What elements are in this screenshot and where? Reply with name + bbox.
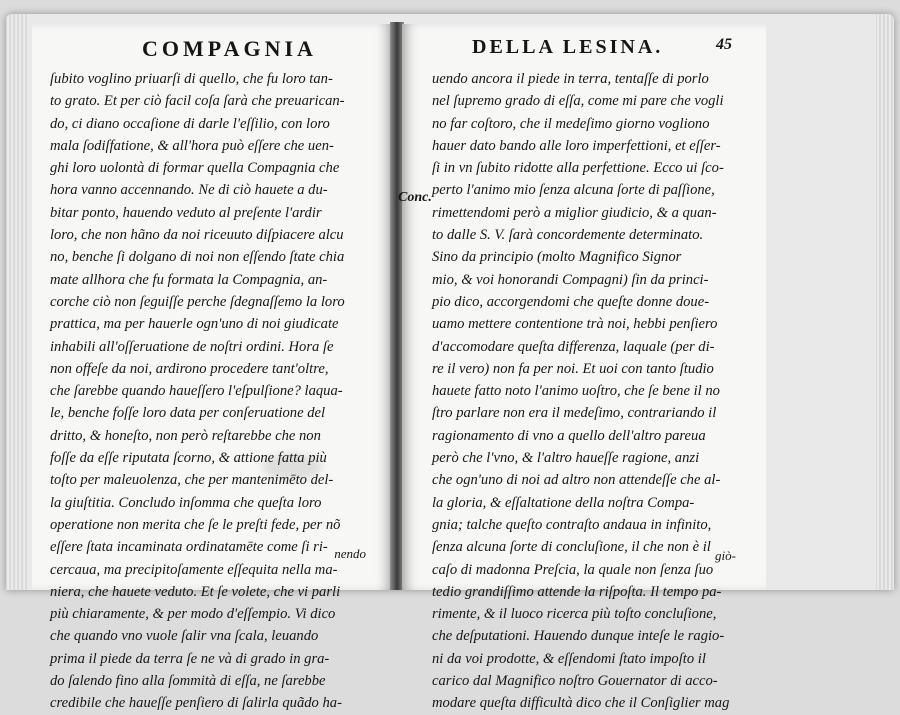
text-line: no, benche ſi dolgano di noi non eſſendo ſtate chia <box>50 249 345 266</box>
text-line: che ogn'uno di noi ad altro non attendeſſe che al- <box>432 472 721 489</box>
text-line: perto l'animo mio ſenza alcuna ſorte di paſſione, <box>432 182 715 199</box>
text-line: le, benche foſſe loro data per conſeruatione del <box>50 405 326 422</box>
text-line: rimente, & il luoco ricerca più toſto concluſione, <box>432 606 717 623</box>
text-line: corche ciò non ſeguiſſe perche ſdegnaſſemo la loro <box>50 293 345 310</box>
text-line: che deſputationi. Hauendo dunque inteſe le ragio- <box>432 628 725 645</box>
left-page-header: COMPAGNIA <box>142 36 317 61</box>
text-line: prima il piede da terra ſe ne và di grado in gra- <box>50 650 330 667</box>
text-line: la gloria, & eſſaltatione della noſtra Compa- <box>432 494 695 511</box>
text-line: carico dal Magnifico noſtro Gouernator di acco- <box>432 673 718 690</box>
text-line: no far coſtoro, che il medeſimo giorno vogliono <box>432 115 710 132</box>
text-line: d'accomodare queſta differenza, laquale (per di- <box>432 338 715 355</box>
text-line: rimettendomi però a miglior giudicio, & a quan- <box>432 204 717 221</box>
text-line: foſſe da eſſe riputata ſcorno, & attione fatta più <box>50 450 327 467</box>
text-line: hora vanno accennando. Ne di ciò hauete a du- <box>50 182 328 199</box>
text-line: to grato. Et per ciò facil coſa ſarà che preuarican- <box>50 93 345 110</box>
text-line: mala ſodiſfatione, & all'hora può eſſere che uen- <box>50 137 334 154</box>
text-line: uendo ancora il piede in terra, tentaſſe di porlo <box>432 71 709 87</box>
text-line: ni da voi prodotte, & eſſendomi ſtato impoſto il <box>432 650 706 667</box>
text-line: re il vero) non fa per noi. Et uoi con tanto ſtudio <box>432 360 714 377</box>
text-line: niera, che hauete veduto. Et ſe volete, che vi parli <box>50 583 341 600</box>
text-line: nel ſupremo grado di eſſa, come mi pare che vogli <box>432 93 724 110</box>
text-line: to dalle S. V. ſarà concordemente determinato. <box>432 227 704 244</box>
text-line: credibile che haueſſe penſiero di ſalirla quãdo ha- <box>50 695 342 712</box>
text-line: do, ci diano occaſione di darle l'eſſilio, con loro <box>50 115 330 132</box>
left-page-text <box>32 68 392 715</box>
text-line: prattica, ma per hauerle ogn'uno di noi giudicate <box>50 316 339 333</box>
text-line: cercaua, ma precipitoſamente eſſequita nella ma- <box>50 561 338 578</box>
text-line: mate allhora che fu formata la Compagnia, an- <box>50 271 328 288</box>
text-line: dritto, & honeſto, non però reſtarebbe che non <box>50 427 321 444</box>
text-line: gnia; talche queſto contraſto andaua in infinito, <box>432 516 712 533</box>
page-number: 45 <box>716 36 732 53</box>
text-line: loro, che non hãno da noi riceuuto diſpiacere alcu <box>50 227 344 244</box>
text-line: ſubito voglino priuarſi di quello, che fu loro tan- <box>50 71 333 87</box>
text-line: bitar ponto, hauendo veduto al preſente l'ardir <box>50 204 322 221</box>
left-page <box>32 24 392 712</box>
text-line: più chiaramente, & per modo d'eſſempio. Vi dico <box>50 606 336 623</box>
text-line: caſo di madonna Preſcia, la quale non ſenza ſuo <box>432 561 714 578</box>
text-line: eſſere ſtata incaminata ordinatamēte come ſi ri- <box>50 539 328 556</box>
right-page <box>398 24 766 712</box>
right-page-header: DELLA LESINA. <box>472 36 664 58</box>
text-line: hauer dato bando alle loro imperfettioni, et eſſer- <box>432 137 721 154</box>
left-catchword: nendo <box>334 546 366 561</box>
page-edges-right <box>876 14 894 590</box>
text-line: modare queſta difficultà dico che il Conſiglier mag <box>432 695 730 712</box>
text-line: pio dico, accorgendomi che queſte donne doue- <box>432 293 710 310</box>
text-line: ſi in vn ſubito ridotte alla perfettione. Ecco ui ſco- <box>432 160 724 177</box>
text-line: ſenza alcuna ſorte di concluſione, il che non è il <box>432 539 711 556</box>
right-catchword: giò- <box>715 548 736 563</box>
text-line: però che l'vno, & l'altro haueſſe ragione, anzi <box>432 450 700 467</box>
page-edges-left <box>6 14 28 590</box>
text-line: Sino da principio (molto Magnifico Signor <box>432 249 682 266</box>
text-line: mio, & voi honorandi Compagni) ſin da princi- <box>432 271 709 288</box>
margin-note: Conc. <box>398 190 432 205</box>
text-line: uamo mettere contentione trà noi, hebbi penſiero <box>432 316 718 333</box>
text-line: la giuſtitia. Concludo inſomma che queſta loro <box>50 494 322 511</box>
text-line: toſto per maleuolenza, che per mantenimēto del- <box>50 472 334 489</box>
text-line: ſtro parlare non era il medeſimo, contrariando il <box>432 405 717 422</box>
text-line: non offeſe da noi, ardirono procedere tant'oltre, <box>50 360 329 377</box>
text-line: operatione non merita che ſe le preſti fede, per nõ <box>50 516 341 533</box>
text-line: tedio grandiſſimo attende la riſpoſta. Il tempo pa- <box>432 583 722 600</box>
book <box>6 14 894 712</box>
text-line: che ſarebbe quando haueſſero l'eſpulſione? laqua- <box>50 383 343 400</box>
text-line: inhabili all'oſſeruatione de noſtri ordini. Hora ſe <box>50 338 334 355</box>
text-line: do ſalendo fino alla ſommità di eſſa, ne ſarebbe <box>50 673 326 690</box>
right-page-text <box>402 68 766 715</box>
text-line: ghi loro uolontà di formar quella Compagnia che <box>50 160 340 177</box>
text-line: hauete fatto noto l'animo uoſtro, che ſe bene il no <box>432 383 720 400</box>
text-line: che quando vno vuole ſalir vna ſcala, leuando <box>50 628 319 645</box>
ink-smear <box>262 454 322 480</box>
text-line: ragionamento di vno a quello dell'altro pareua <box>432 427 706 444</box>
